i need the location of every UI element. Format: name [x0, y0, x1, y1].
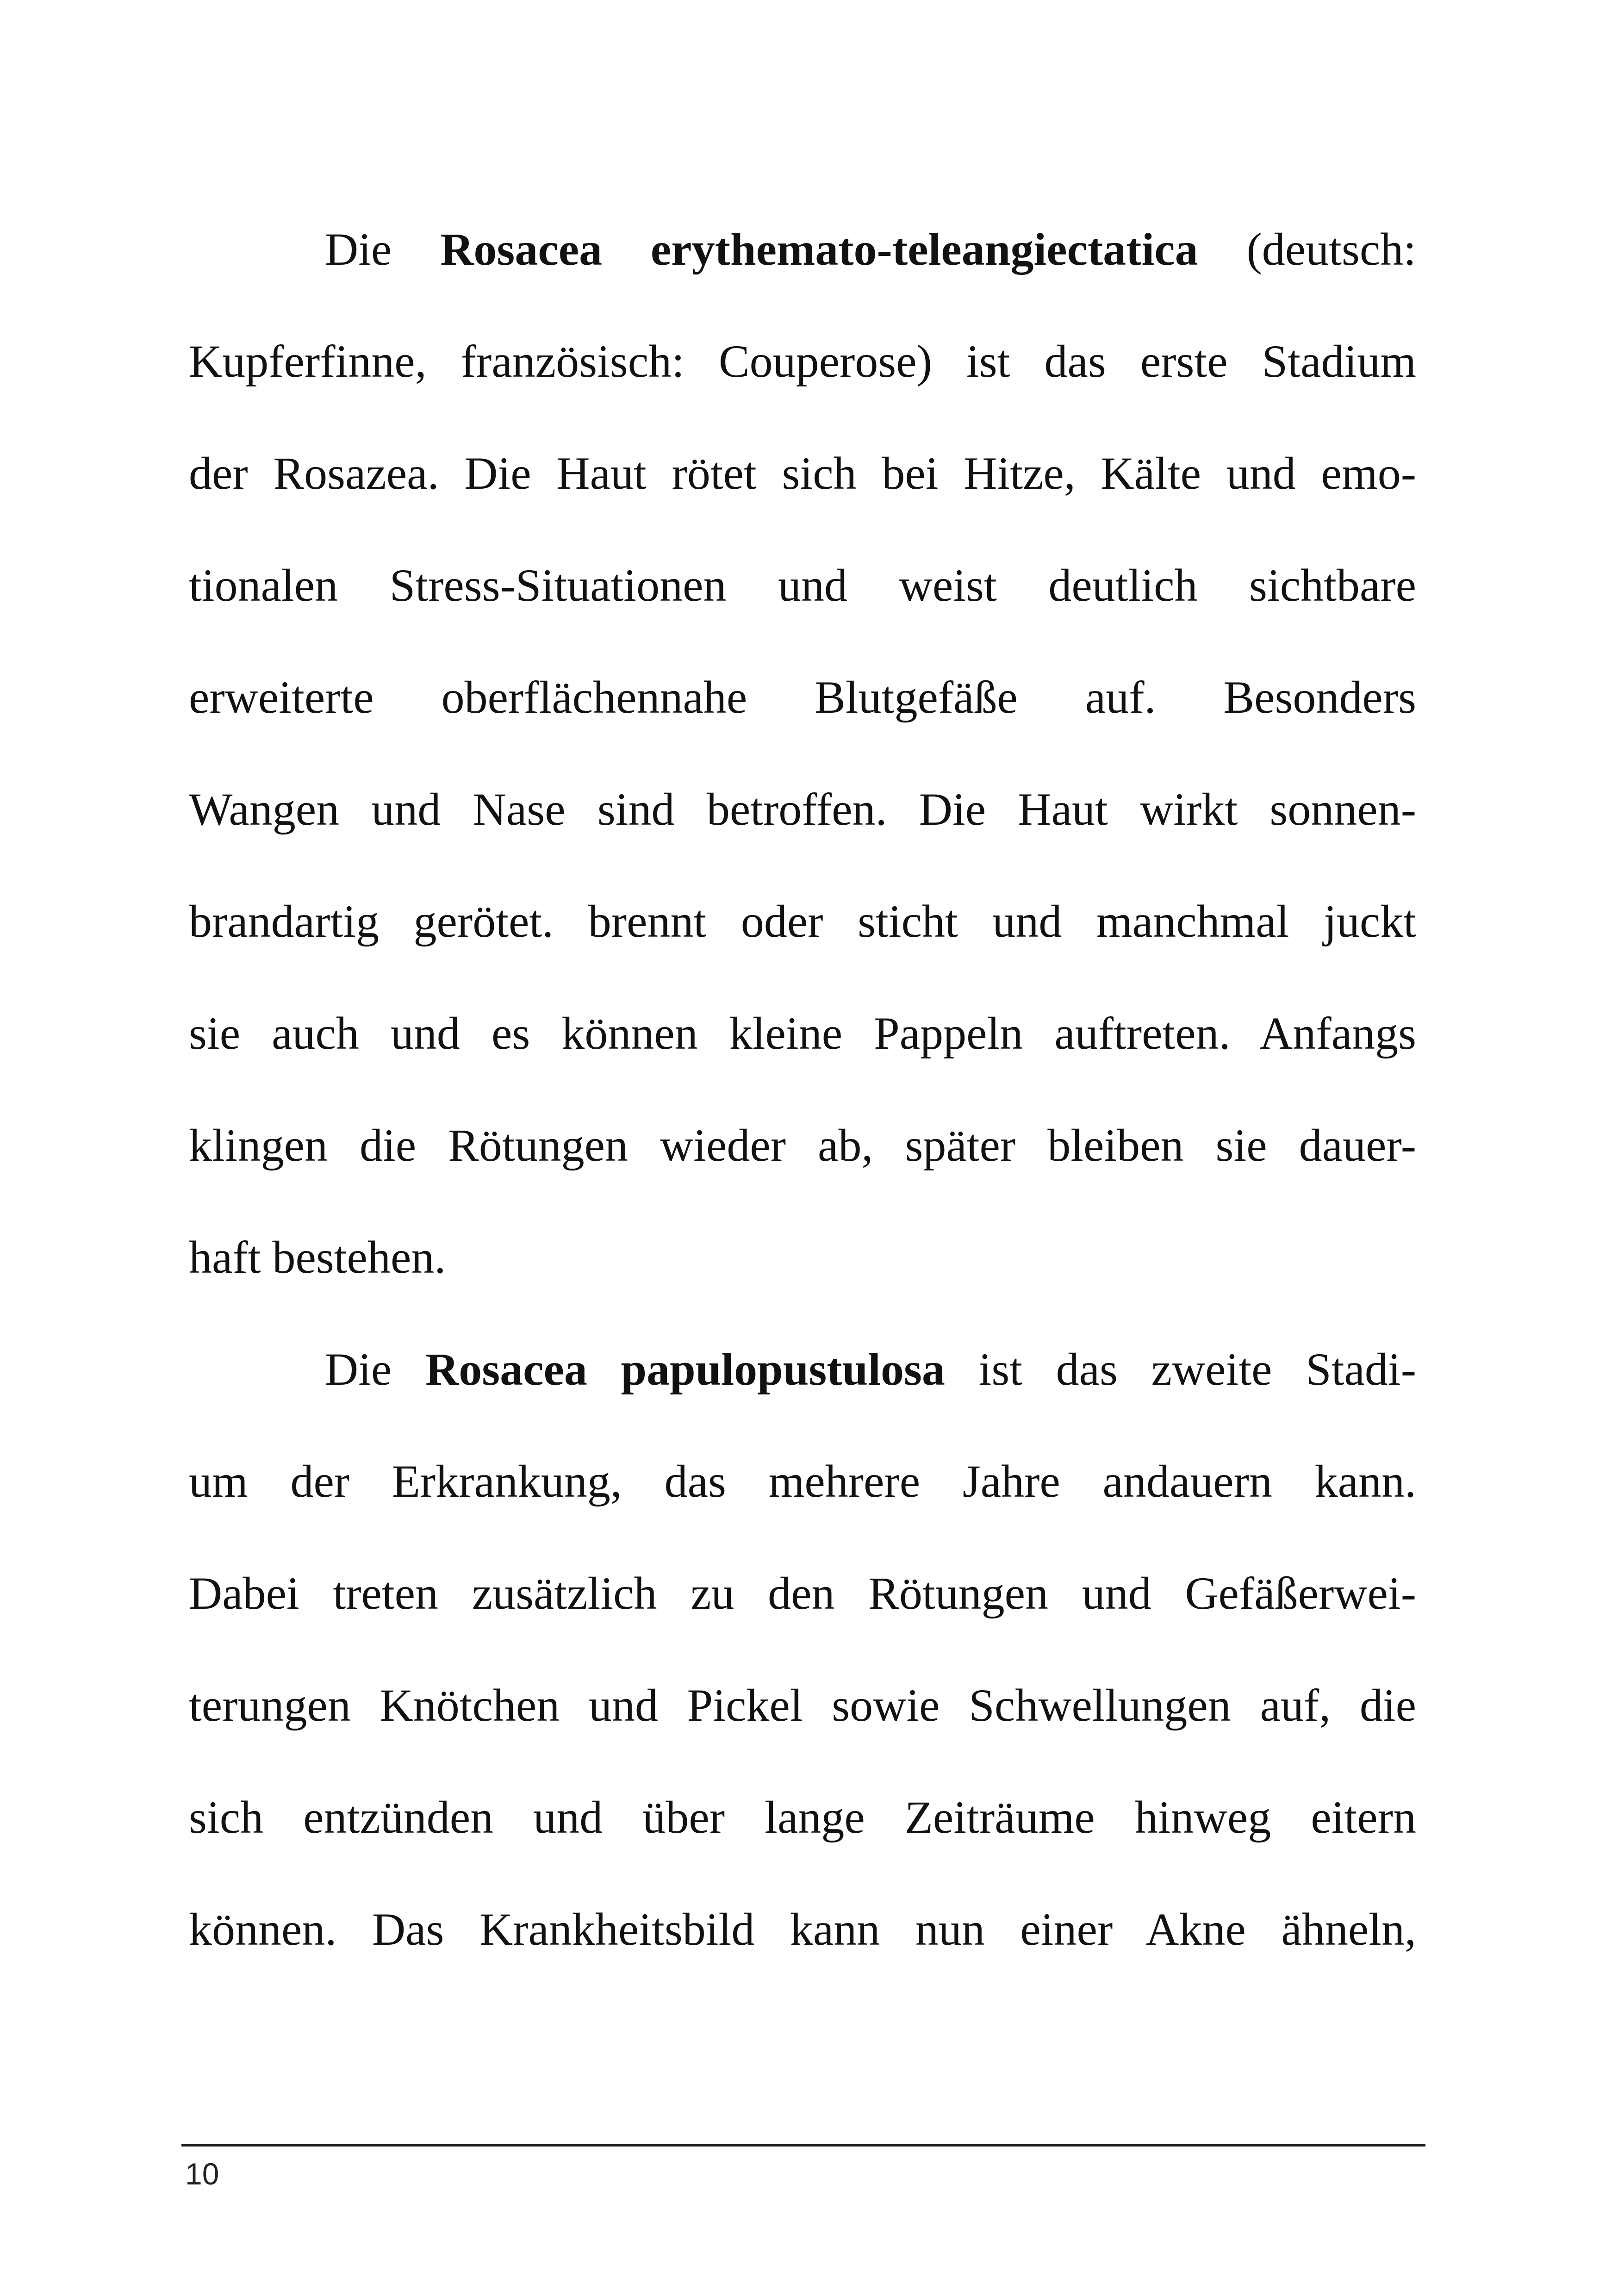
- text-run: ist das zweite Stadi-: [978, 1344, 1416, 1395]
- paragraph-1: [189, 193, 1416, 1313]
- paragraph-2: [189, 1313, 1416, 1985]
- bold-term: Rosacea papulopustulosa: [425, 1344, 945, 1395]
- text-line: können. Das Krankheitsbild kann nun einer Akne ähneln,: [189, 1904, 1416, 1955]
- text-line: brandartig gerötet. brennt oder sticht und manchmal juckt: [189, 896, 1416, 947]
- footer-divider: [181, 2144, 1425, 2147]
- text-line: terungen Knötchen und Pickel sowie Schwellungen auf, die: [189, 1680, 1416, 1731]
- body-text: [189, 193, 1416, 1985]
- text-line: tionalen Stress-Situationen und weist deutlich sichtbare: [189, 560, 1416, 611]
- page-number: 10: [185, 2157, 219, 2191]
- bold-term: Rosacea erythemato-teleangiectatica: [440, 224, 1198, 275]
- text-line: Wangen und Nase sind betroffen. Die Haut wirkt sonnen-: [189, 784, 1416, 835]
- text-run: Die: [325, 1344, 392, 1395]
- text-line: Kupferfinne, französisch: Couperose) ist das erste Stadium: [189, 336, 1416, 387]
- text-line: erweiterte oberflächennahe Blutgefäße auf. Besonders: [189, 672, 1416, 723]
- text-line: haft bestehen.: [189, 1232, 446, 1283]
- text-run: (deutsch:: [1246, 224, 1416, 275]
- text-line: um der Erkrankung, das mehrere Jahre andauern kann.: [189, 1456, 1416, 1507]
- text-line: [189, 1313, 1416, 1425]
- text-line: klingen die Rötungen wieder ab, später bleiben sie dauer-: [189, 1120, 1416, 1171]
- text-run: Die: [325, 224, 392, 275]
- text-line: sich entzünden und über lange Zeiträume hinweg eitern: [189, 1792, 1416, 1843]
- text-line: [189, 193, 1416, 305]
- text-line: Dabei treten zusätzlich zu den Rötungen und Gefäßerwei-: [189, 1568, 1416, 1619]
- text-line: sie auch und es können kleine Pappeln auftreten. Anfangs: [189, 1008, 1416, 1059]
- text-line: der Rosazea. Die Haut rötet sich bei Hitze, Kälte und emo-: [189, 448, 1416, 499]
